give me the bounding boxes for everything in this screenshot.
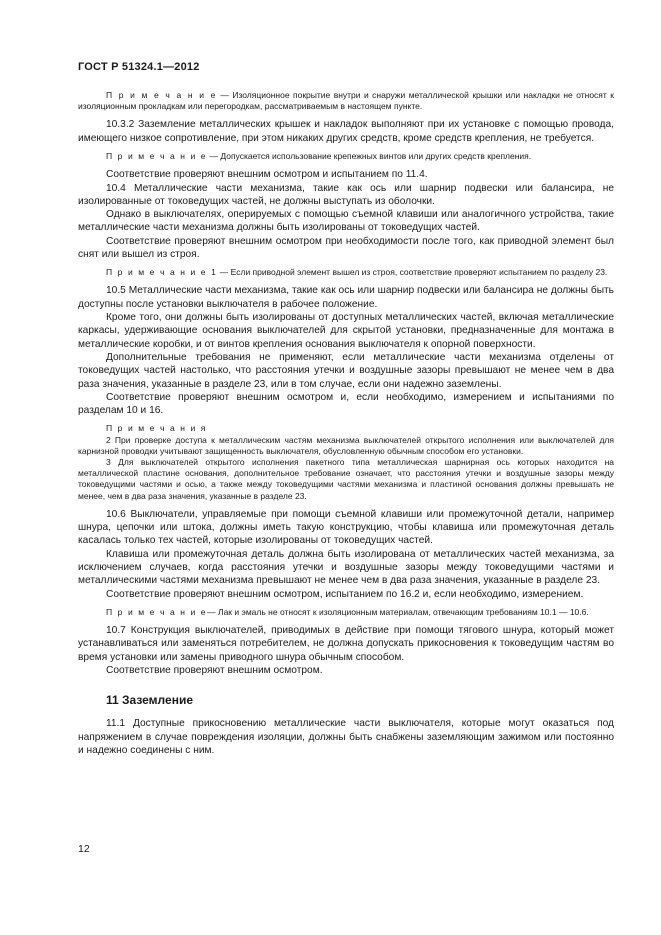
- body-paragraph: Дополнительные требования не применяют, если металлические части механизма отделены от токоведущих частей настолько, что расстояния утечки и воздушные зазоры превышают не менее чем в два раза значения, указанные в разделе 23, или в том случае, если они надежно заземлены.: [78, 351, 614, 390]
- page-number: 12: [78, 843, 90, 855]
- note-text: — Если приводной элемент вышел из строя, соответствие проверяют испытанием по разделу 23.: [217, 267, 608, 278]
- notes-heading: [78, 423, 614, 434]
- note-label: П р и м е ч а н и е: [106, 606, 208, 617]
- note-text: — Лак и эмаль не относят к изоляционным материалам, отвечающим требованиям 10.1 — 10.6.: [207, 606, 589, 617]
- compliance-check: Соответствие проверяют внешним осмотром при необходимости после того, как приводной элемент был снят или вышел из строя.: [78, 235, 614, 260]
- note-paragraph: [78, 90, 614, 112]
- note-text: — Допускается использование крепежных винтов или других средств крепления.: [209, 151, 532, 161]
- standard-header: ГОСТ Р 51324.1—2012: [78, 61, 200, 73]
- note-label: П р и м е ч а н и е: [106, 151, 208, 161]
- clause-11-1: 11.1 Доступные прикосновению металлические части выключателя, которые могут оказаться под напряжением в случае повреждения изоляции, должны быть снабжены заземляющим зажимом или постоянно и надежно соединены с ним.: [78, 718, 614, 756]
- note-text: — Изоляционное покрытие внутри и снаружи металлической крышки или накладки не относят к изоляционным прокладкам или перегородкам, рассматриваемым в настоящем пункте.: [78, 90, 614, 112]
- compliance-check: Соответствие проверяют внешним осмотром, испытанием по 16.2 и, если необходимо, измерением.: [106, 588, 584, 600]
- note-label: П р и м е ч а н и е 1: [106, 267, 218, 278]
- note-paragraph: [78, 607, 614, 618]
- body-paragraph: Однако в выключателях, оперируемых с помощью съемной клавиши или аналогичного устройства, такие металлические части механизма должны быть изолированы от токоведущих частей.: [78, 209, 614, 234]
- clause-10-3-2: 10.3.2 Заземление металлических крышек и накладок выполняют при их установке с помощью провода, имеющего низкое сопротивление, при этом никаких других средств, кроме средств крепления, не требуется.: [78, 119, 614, 144]
- compliance-check: Соответствие проверяют внешним осмотром и, если необходимо, измерением и испытаниями по разделам 10 и 16.: [78, 391, 614, 417]
- note-label: П р и м е ч а н и я: [106, 423, 208, 434]
- note-paragraph: [78, 151, 614, 162]
- clause-10-6: 10.6 Выключатели, управляемые при помощи съемной клавиши или промежуточной детали, например шнура, цепочки или штока, должны иметь такую конструкцию, чтобы клавиша или промежуточная деталь касалась только тех частей, которые изолированы от токоведущих частей.: [78, 508, 614, 547]
- clause-10-7: 10.7 Конструкция выключателей, приводимых в действие при помощи тягового шнура, который может устанавливаться или заменяться потребителем, не должна допускать прикосновения к токоведущим частям во время установки или замены приводного шнура обычным способом.: [78, 625, 614, 663]
- note-item-3: 3 Для выключателей открытого исполнения пакетного типа металлическая шарнирная ось которых находится на металлической пластине основания, дополнительное требование означает, что расстояния утечки и воздушные зазоры между токоведущими частями и осью, а также между токоведущими частями механизма и пластиной основания должны превышать не менее, чем в два раза значения, указанные в разделе 23.: [78, 457, 614, 501]
- page-content: [78, 90, 614, 757]
- note-paragraph: [78, 267, 614, 278]
- note-item-2: 2 При проверке доступа к металлическим частям механизма выключателей открытого исполнения или выключателей для карнизной проводки учитывают защищенность выключателя, обусловленную обычным способом его установки.: [78, 434, 614, 456]
- note-label: П р и м е ч а н и е: [106, 90, 217, 100]
- compliance-check: Соответствие проверяют внешним осмотром.: [106, 665, 323, 677]
- section-heading: 11 Заземление: [106, 693, 193, 708]
- clause-10-5: 10.5 Металлические части механизма, такие как ось или шарнир подвески или балансира не должны быть доступны после установки выключателя в рабочее положение.: [78, 285, 614, 310]
- compliance-check: Соответствие проверяют внешним осмотром и испытанием по 11.4.: [106, 169, 428, 181]
- body-paragraph: Кроме того, они должны быть изолированы от доступных металлических частей, включая металлические каркасы, удерживающие основания выключателей для скрытой установки, предназначенные для монтажа в металлические коробки, и от винтов крепления основания выключателя к опорной поверхности.: [78, 312, 614, 350]
- clause-10-4: 10.4 Металлические части механизма, такие как ось или шарнир подвески или балансира, не изолированные от токоведущих частей, не должны выступать из оболочки.: [78, 182, 614, 207]
- body-paragraph: Клавиша или промежуточная деталь должна быть изолирована от металлических частей механизма, за исключением случаев, когда расстояния утечки и воздушные зазоры между токоведущими частями и металлическими частями механизма превышают не менее чем в два раза значения, указанные в разделе 23.: [78, 548, 614, 587]
